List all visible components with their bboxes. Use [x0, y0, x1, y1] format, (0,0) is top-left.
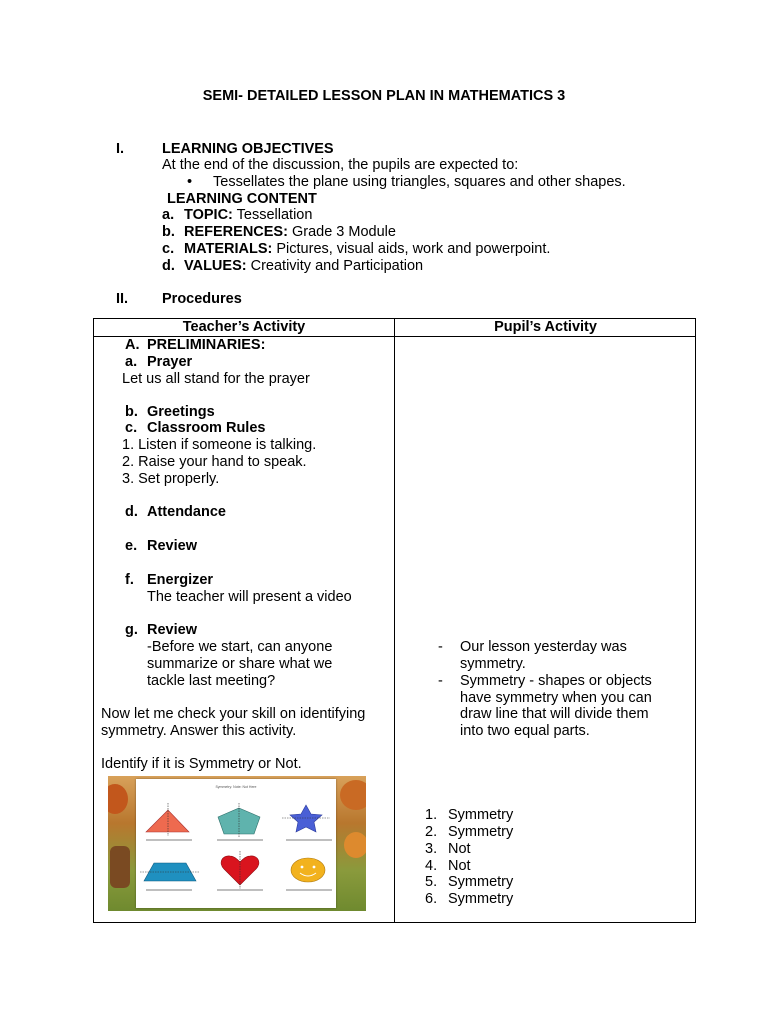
objective-text: Tessellates the plane using triangles, squares and other shapes. [213, 174, 626, 190]
answer-number: 5. [425, 874, 438, 890]
answer-item [425, 841, 471, 858]
teacher-activity-header: Teacher’s Activity [182, 319, 306, 335]
learning-objectives-heading: LEARNING OBJECTIVES [162, 141, 334, 157]
answer-item [425, 824, 513, 841]
content-item-materials [162, 241, 550, 258]
bullet-icon: • [187, 174, 193, 190]
attendance-heading: Attendance [147, 504, 226, 520]
prayer-text: Let us all stand for the prayer [122, 371, 310, 387]
autumn-leaf-icon [108, 784, 128, 814]
procedures-table [93, 318, 696, 923]
attendance-letter: d. [125, 504, 138, 520]
review-2-letter: g. [125, 622, 138, 638]
item-letter: b. [162, 224, 175, 240]
worksheet-shapes [136, 779, 336, 908]
answer-item [425, 891, 513, 908]
check-skill-line-2: symmetry. Answer this activity. [101, 723, 297, 739]
smiley-face-icon [286, 858, 332, 890]
review-1-letter: e. [125, 538, 138, 554]
content-item-values [162, 258, 423, 275]
response-1-line-1: Our lesson yesterday was [460, 639, 627, 655]
worksheet-paper [136, 779, 336, 908]
response-1-dash: - [438, 639, 443, 655]
procedures-heading: Procedures [162, 291, 242, 307]
objectives-intro: At the end of the discussion, the pupils are expected to: [162, 157, 519, 173]
classroom-rules-heading: Classroom Rules [147, 420, 266, 436]
answer-text: Symmetry [448, 807, 514, 823]
answer-number: 2. [425, 824, 438, 840]
answer-number: 1. [425, 807, 438, 823]
item-label: TOPIC: [184, 207, 233, 223]
triangle-icon [146, 803, 192, 840]
section-1-numeral: I. [116, 141, 125, 157]
learning-content-heading: LEARNING CONTENT [167, 191, 317, 207]
greetings-heading: Greetings [147, 404, 215, 420]
pentagon-icon [217, 803, 263, 840]
classroom-rules-letter: c. [125, 420, 138, 436]
response-2-line-4: into two equal parts. [460, 723, 590, 739]
answer-item [425, 807, 513, 824]
section-2-numeral: II. [116, 291, 129, 307]
answer-text: Not [448, 858, 471, 874]
answer-text: Not [448, 841, 471, 857]
answer-item [425, 874, 513, 891]
identify-instruction: Identify if it is Symmetry or Not. [101, 756, 302, 772]
item-letter: a. [162, 207, 175, 223]
response-2-line-3: draw line that will divide them [460, 706, 649, 722]
review-question-line-1: -Before we start, can anyone [147, 639, 333, 655]
tree-trunk-icon [110, 846, 130, 888]
review-1-heading: Review [147, 538, 197, 554]
trapezoid-icon [140, 863, 200, 890]
review-2-heading: Review [147, 622, 197, 638]
check-skill-line-1: Now let me check your skill on identifying [101, 706, 366, 722]
energizer-text: The teacher will present a video [147, 589, 352, 605]
column-divider [394, 319, 395, 922]
item-value: Grade 3 Module [291, 224, 396, 240]
energizer-letter: f. [125, 572, 134, 588]
rule-2: 2. Raise your hand to speak. [122, 454, 307, 470]
answer-item [425, 858, 471, 875]
rule-1: 1. Listen if someone is talking. [122, 437, 317, 453]
response-2-line-2: have symmetry when you can [460, 690, 652, 706]
response-1-line-2: symmetry. [460, 656, 526, 672]
content-item-references [162, 224, 396, 241]
item-value: Tessellation [236, 207, 313, 223]
item-letter: d. [162, 258, 175, 274]
star-icon [282, 805, 332, 840]
document-title: SEMI- DETAILED LESSON PLAN IN MATHEMATICS 3 [202, 88, 566, 104]
item-value: Creativity and Participation [250, 258, 424, 274]
prayer-heading: Prayer [147, 354, 193, 370]
autumn-leaf-icon [344, 832, 366, 858]
energizer-heading: Energizer [147, 572, 214, 588]
answer-number: 6. [425, 891, 438, 907]
autumn-leaf-icon [340, 780, 366, 810]
item-label: MATERIALS: [184, 241, 273, 257]
pupil-activity-header: Pupil’s Activity [494, 319, 597, 335]
response-2-line-1: Symmetry - shapes or objects [460, 673, 652, 689]
content-item-topic [162, 207, 312, 224]
response-2-dash: - [438, 673, 443, 689]
item-label: REFERENCES: [184, 224, 288, 240]
prayer-letter: a. [125, 354, 138, 370]
review-question-line-3: tackle last meeting? [147, 673, 276, 689]
preliminaries-letter: A. [125, 337, 140, 353]
greetings-letter: b. [125, 404, 138, 420]
review-question-line-2: summarize or share what we [147, 656, 333, 672]
heart-icon [217, 851, 263, 890]
item-letter: c. [162, 241, 175, 257]
answer-number: 4. [425, 858, 438, 874]
answer-number: 3. [425, 841, 438, 857]
symmetry-worksheet-image [108, 776, 366, 911]
item-label: VALUES: [184, 258, 247, 274]
answer-text: Symmetry [448, 891, 514, 907]
worksheet-title: Symmetry: Note: Not Here [215, 785, 257, 789]
answer-text: Symmetry [448, 874, 514, 890]
rule-3: 3. Set properly. [122, 471, 220, 487]
preliminaries-heading: PRELIMINARIES: [147, 337, 266, 353]
answer-text: Symmetry [448, 824, 514, 840]
item-value: Pictures, visual aids, work and powerpoint. [276, 241, 551, 257]
